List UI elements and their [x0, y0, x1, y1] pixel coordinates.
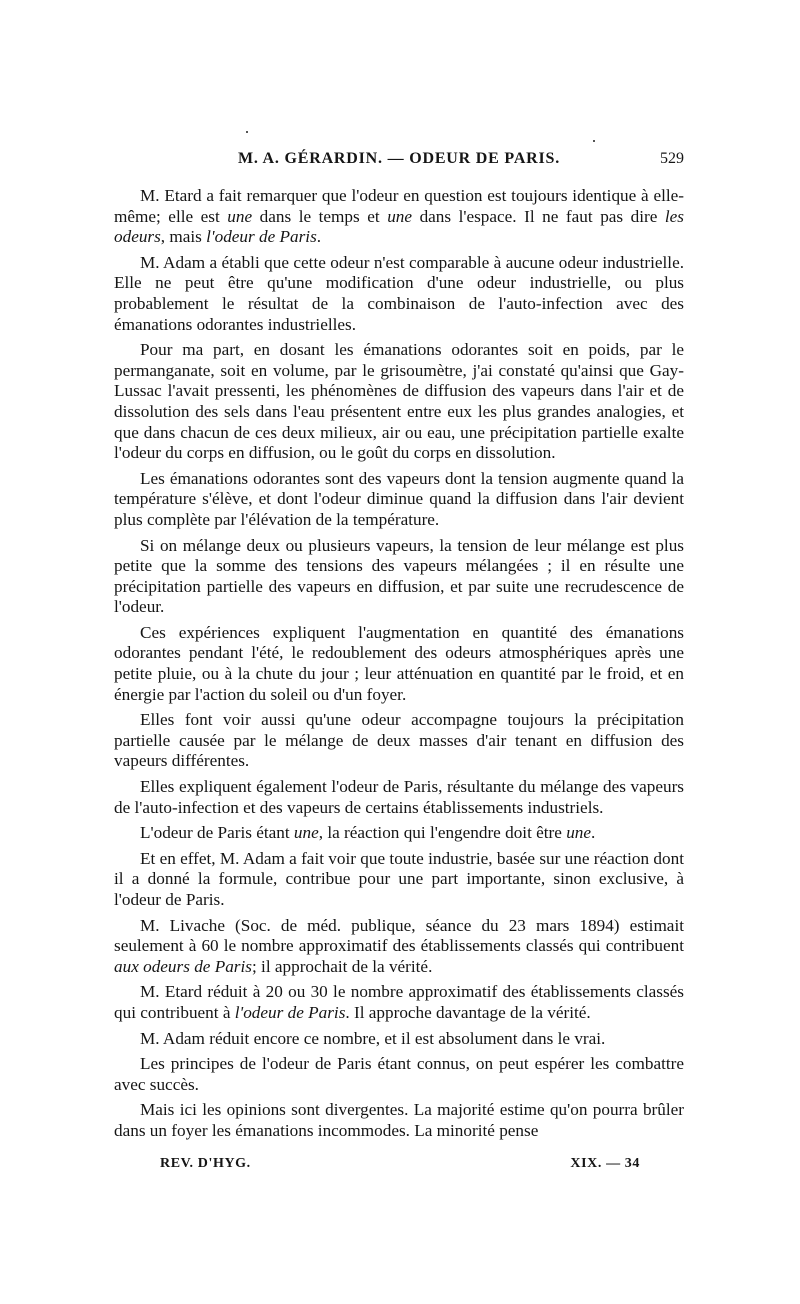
paragraph [114, 1054, 684, 1095]
italic-text: les odeurs [114, 206, 684, 247]
text-run: M. Adam réduit encore ce nombre, et il est absolument dans le vrai. [140, 1028, 606, 1048]
paragraph [114, 849, 684, 911]
running-title: M. A. GÉRARDIN. — ODEUR DE PARIS. [237, 150, 561, 167]
text-run: M. Adam a établi que cette odeur n'est comparable à aucune odeur industrielle. Elle ne peut être qu'une modification d'une odeur industrielle, ou plus probablement le résultat de la combinaison de l'auto-infection avec des émanations odorantes industrielles. [114, 252, 684, 334]
body-text [114, 186, 684, 1142]
paragraph [114, 1100, 684, 1141]
paragraph [114, 623, 684, 705]
italic-text: l'odeur de Paris [206, 227, 317, 247]
text-run: M. Livache (Soc. de méd. publique, séance du 23 mars 1894) estimait seulement à 60 le nombre approximatif des établissements classés qui contribuent [114, 915, 684, 956]
paragraph [114, 340, 684, 464]
italic-text: l'odeur de Paris [234, 1002, 346, 1022]
paragraph [114, 536, 684, 618]
text-run: , mais [160, 227, 207, 247]
italic-text: une [566, 823, 592, 843]
paragraph [114, 186, 684, 248]
text-run: Mais ici les opinions sont divergentes. La majorité estime qu'on pourra brûler dans un foyer les émanations incommodes. La minorité pense [114, 1100, 684, 1140]
text-run: . [316, 227, 322, 247]
text-run: Elles expliquent également l'odeur de Paris, résultante du mélange des vapeurs de l'auto-infection et des vapeurs de certains établissements industriels. [114, 777, 684, 817]
text-run: L'odeur de Paris étant [140, 823, 294, 843]
text-run: Si on mélange deux ou plusieurs vapeurs, la tension de leur mélange est plus petite que la somme des tensions des vapeurs mélangées ; il en résulte une précipitation partielle des vapeurs en diffusion, et par suite une recrudescence de l'odeur. [114, 535, 684, 617]
paragraph [114, 916, 684, 978]
italic-text: une [387, 206, 413, 226]
paragraph [114, 777, 684, 818]
text-run: Les émanations odorantes sont des vapeurs dont la tension augmente quand la température s'élève, et dont l'odeur diminue quand la diffusion dans l'air devient plus complète par l'élévation de la température. [114, 468, 684, 529]
italic-text: aux odeurs de Paris [114, 956, 252, 976]
italic-text: une [293, 823, 319, 843]
paragraph [114, 823, 684, 844]
text-run: dans l'espace. Il ne faut pas dire [412, 206, 665, 226]
paragraph [114, 1029, 684, 1050]
text-run: Elles font voir aussi qu'une odeur accompagne toujours la précipitation partielle causée par le mélange de deux masses d'air tenant en diffusion des vapeurs différentes. [114, 710, 684, 771]
print-speck [593, 140, 595, 142]
text-run: Pour ma part, en dosant les émanations odorantes soit en poids, par le permanganate, soit en volume, par le grisoumètre, j'ai constaté qu'ainsi que Gay-Lussac l'avait pressenti, les phénomènes de diffusion des vapeurs dans l'air et de dissolution des sels dans l'eau présentent entre eux les plus grandes analogies, et que dans chacun de ces deux milieux, air ou eau, une précipitation partielle exalte l'odeur du corps en diffusion, ou le goût du corps en dissolution. [114, 340, 684, 463]
text-run: . Il approche davantage de la vérité. [345, 1002, 591, 1022]
paragraph [114, 982, 684, 1023]
text-run: . [591, 823, 596, 843]
text-run: , la réaction qui l'engendre doit être [318, 823, 567, 843]
book-page [114, 150, 684, 1147]
text-run: Les principes de l'odeur de Paris étant connus, on peut espérer les combattre avec succès. [114, 1054, 684, 1094]
journal-signature: REV. D'HYG. [160, 1156, 251, 1171]
page-number: 529 [660, 150, 684, 167]
volume-signature: XIX. — 34 [570, 1156, 640, 1171]
paragraph [114, 469, 684, 531]
text-run: Ces expériences expliquent l'augmentation en quantité des émanations odorantes pendant l'été, le redoublement des odeurs atmosphériques après une petite pluie, ou à la chute du jour ; leur atténuation en quantité par le froid, et en énergie par l'action du soleil ou d'un foyer. [114, 622, 684, 704]
text-run: ; il approchait de la vérité. [251, 956, 433, 976]
text-run: Et en effet, M. Adam a fait voir que toute industrie, basée sur une réaction dont il a donné la formule, contribue pour une part importante, sinon exclusive, à l'odeur de Paris. [114, 848, 684, 909]
italic-text: une [227, 206, 253, 226]
text-run: dans le temps et [252, 206, 388, 226]
paragraph [114, 710, 684, 772]
running-head [114, 150, 684, 172]
print-speck [246, 131, 248, 133]
text-run: M. Etard a fait remarquer que l'odeur en question est toujours identique à elle-même; elle est [114, 186, 684, 226]
paragraph [114, 253, 684, 335]
text-run: M. Etard réduit à 20 ou 30 le nombre approximatif des établissements classés qui contribuent à [114, 982, 684, 1022]
